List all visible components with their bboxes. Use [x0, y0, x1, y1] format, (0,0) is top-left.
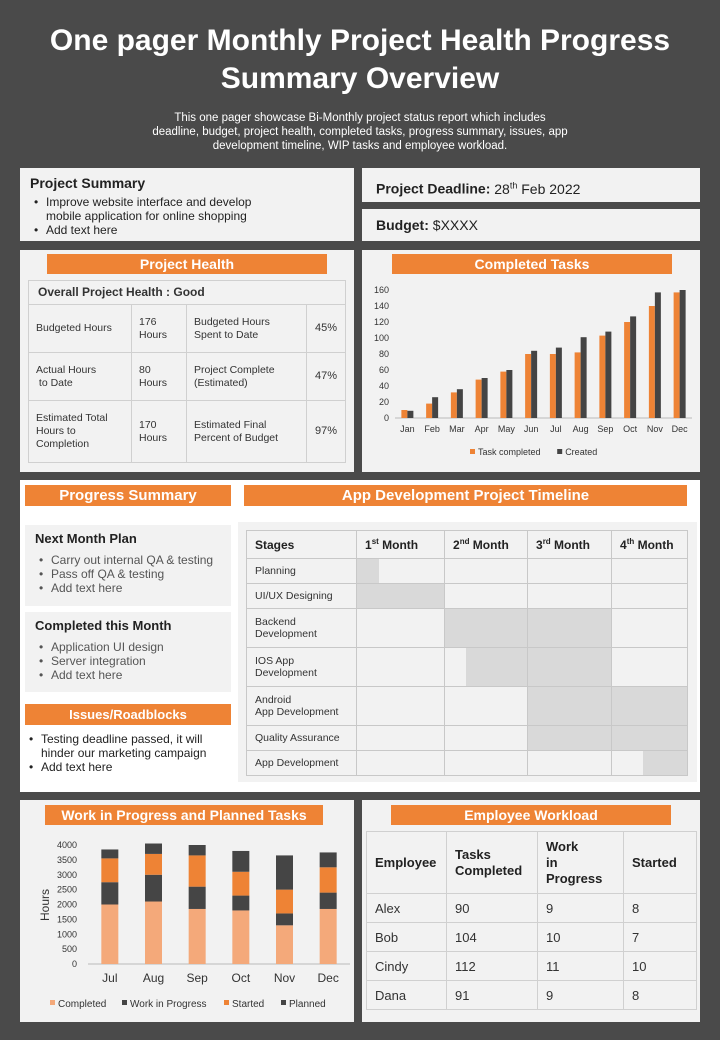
- legend-swatch: [557, 449, 562, 454]
- bar: [624, 322, 630, 418]
- bar: [531, 351, 537, 418]
- bar: [482, 378, 488, 418]
- bar-segment: [232, 872, 249, 896]
- bar-segment: [145, 875, 162, 902]
- table-row: Backend Development: [247, 609, 688, 648]
- bar: [599, 336, 605, 418]
- table-row: Android App Development: [247, 687, 688, 726]
- y-tick-label: 2500: [56, 884, 77, 895]
- completed-tasks-title: Completed Tasks: [392, 254, 672, 274]
- list-item: • Add text here: [35, 581, 221, 595]
- list-item: • Pass off QA & testing: [35, 567, 221, 581]
- x-tick-label: Oct: [623, 424, 638, 434]
- y-tick-label: 120: [373, 317, 389, 327]
- project-health-panel: [20, 250, 354, 472]
- bar-segment: [189, 855, 206, 886]
- table-row: Actual Hours to Date 80 Hours Project Complete (Estimated) 47%: [29, 353, 346, 401]
- bar-segment: [276, 890, 293, 914]
- y-tick-label: 140: [373, 301, 389, 311]
- workload-panel: [362, 800, 700, 1022]
- list-item: • Add text here: [30, 223, 344, 237]
- legend-label: Task completed: [478, 447, 541, 457]
- legend-swatch: [50, 1000, 55, 1005]
- deadline-value: 28th Feb 2022: [494, 180, 581, 197]
- month-header: 4th Month: [612, 531, 688, 559]
- list-item: • Carry out internal QA & testing: [35, 553, 221, 567]
- bar-segment: [145, 844, 162, 854]
- x-tick-label: Aug: [572, 424, 589, 434]
- completed-tasks-chart: [362, 278, 700, 468]
- list-item: • Improve website interface and develop mobile application for online shopping: [30, 195, 344, 223]
- issues-list: [25, 732, 231, 774]
- x-tick-label: Jul: [102, 971, 118, 985]
- bar-segment: [189, 909, 206, 964]
- bar: [432, 397, 438, 418]
- gantt-bar: [612, 726, 688, 751]
- y-tick-label: 160: [373, 285, 389, 295]
- bar: [630, 316, 636, 418]
- x-tick-label: May: [497, 424, 515, 434]
- budget-label: Budget:: [376, 217, 429, 233]
- gantt-bar: [643, 751, 687, 775]
- bar-segment: [145, 902, 162, 964]
- gantt-bar: [528, 726, 612, 751]
- y-tick-label: 40: [378, 381, 389, 391]
- legend-label: Planned: [289, 999, 326, 1010]
- legend-swatch: [224, 1000, 229, 1005]
- bar: [674, 292, 680, 418]
- bar: [451, 392, 457, 418]
- legend-label: Started: [232, 999, 265, 1010]
- progress-summary-title: Progress Summary: [25, 485, 231, 506]
- y-tick-label: 0: [71, 959, 77, 969]
- completed-tasks-panel: [362, 250, 700, 472]
- stages-header: Stages: [247, 531, 357, 559]
- y-tick-label: 1000: [56, 929, 77, 940]
- table-row: Cindy 112 11 10: [367, 952, 697, 981]
- legend-label: Created: [565, 447, 598, 457]
- list-item: • Application UI design: [35, 640, 221, 654]
- timeline-title: App Development Project Timeline: [244, 485, 687, 506]
- bar-segment: [101, 905, 118, 965]
- y-tick-label: 4000: [56, 840, 77, 850]
- wip-chart: [20, 830, 354, 1018]
- legend-label: Work in Progress: [130, 999, 207, 1010]
- x-tick-label: Sep: [186, 971, 208, 985]
- legend-swatch: [122, 1000, 127, 1005]
- list-item: • Testing deadline passed, it will hinder our marketing campaign: [25, 732, 231, 760]
- x-tick-label: Mar: [449, 424, 465, 434]
- y-tick-label: 20: [378, 397, 389, 407]
- completed-this-month: [25, 612, 231, 692]
- table-row: IOS App Development: [247, 648, 688, 687]
- bar-segment: [276, 925, 293, 964]
- table-row: UI/UX Designing: [247, 584, 688, 609]
- y-tick-label: 80: [378, 349, 389, 359]
- x-tick-label: Nov: [646, 424, 663, 434]
- y-tick-label: 500: [61, 944, 77, 955]
- table-row: Bob 104 10 7: [367, 923, 697, 952]
- bar-segment: [276, 855, 293, 889]
- bar-segment: [101, 849, 118, 858]
- table-row: Planning: [247, 559, 688, 584]
- y-tick-label: 3500: [56, 854, 77, 865]
- list-item: • Add text here: [25, 760, 231, 774]
- workload-table: Employee Tasks Completed Work in Progress Started Alex 90 9 8 Bob 104 10 7 Cindy 112 11 10 Dana 91 9 8: [366, 831, 697, 1010]
- y-tick-label: 2000: [56, 899, 77, 910]
- bar-segment: [189, 887, 206, 909]
- workload-title: Employee Workload: [391, 805, 671, 825]
- y-tick-label: 100: [373, 333, 389, 343]
- table-row: Quality Assurance: [247, 726, 688, 751]
- bar-segment: [101, 858, 118, 882]
- bar: [575, 352, 581, 418]
- table-row: App Development: [247, 751, 688, 776]
- gantt-bar: [612, 687, 688, 726]
- bar: [655, 292, 661, 418]
- table-row: Dana 91 9 8: [367, 981, 697, 1010]
- wip-panel: [20, 800, 354, 1022]
- overall-health: Overall Project Health : Good: [29, 281, 346, 305]
- x-tick-label: Apr: [474, 424, 489, 434]
- project-health-table: [28, 280, 346, 463]
- bar: [605, 332, 611, 418]
- page-subtitle: This one pager showcase Bi-Monthly project status report which includes deadline, budget, project health, completed tasks, progress summary, issues, app development timeline, WIP tasks and employee workload.: [152, 112, 568, 152]
- bar: [426, 404, 432, 418]
- gantt-bar: [357, 584, 445, 609]
- x-tick-label: Oct: [231, 971, 251, 985]
- bar: [680, 290, 686, 418]
- y-tick-label: 60: [378, 365, 389, 375]
- bar-segment: [232, 910, 249, 964]
- x-tick-label: Jan: [400, 424, 415, 434]
- bar-segment: [320, 909, 337, 964]
- bar-segment: [101, 882, 118, 904]
- bar-segment: [145, 854, 162, 875]
- x-tick-label: Jun: [523, 424, 539, 434]
- y-tick-label: 1500: [56, 914, 77, 925]
- table-row: Budgeted Hours 176 Hours Budgeted Hours Spent to Date 45%: [29, 305, 346, 353]
- table-row: Estimated Total Hours to Completion 170 Hours Estimated Final Percent of Budget 97%: [29, 401, 346, 463]
- bar: [407, 411, 413, 418]
- bar: [525, 354, 531, 418]
- timeline-table: [246, 530, 688, 776]
- x-tick-label: Dec: [671, 424, 688, 434]
- legend-swatch: [470, 449, 475, 454]
- legend-label: Completed: [58, 999, 107, 1010]
- bar-segment: [276, 913, 293, 925]
- gantt-bar: [528, 648, 612, 687]
- next-month-heading: Next Month Plan: [35, 531, 137, 546]
- month-header: 2nd Month: [445, 531, 528, 559]
- month-header: 1st Month: [357, 531, 445, 559]
- gantt-bar: [445, 609, 528, 648]
- budget-value: $XXXX: [432, 217, 478, 233]
- bar: [401, 410, 407, 418]
- bar: [476, 380, 482, 418]
- project-summary-panel: [20, 168, 354, 241]
- x-tick-label: Jul: [550, 424, 562, 434]
- bar: [581, 337, 587, 418]
- bar-segment: [320, 867, 337, 892]
- bar-segment: [189, 845, 206, 855]
- gantt-bar: [357, 559, 379, 583]
- legend-swatch: [281, 1000, 286, 1005]
- issues-title: Issues/Roadblocks: [25, 704, 231, 725]
- bar-segment: [232, 896, 249, 911]
- deadline-label: Project Deadline:: [376, 180, 491, 197]
- bar-segment: [320, 893, 337, 909]
- wip-title: Work in Progress and Planned Tasks: [45, 805, 323, 825]
- bar: [506, 370, 512, 418]
- x-tick-label: Feb: [424, 424, 440, 434]
- y-tick-label: 3000: [56, 869, 77, 880]
- gantt-bar: [528, 609, 612, 648]
- bar: [500, 372, 506, 418]
- next-month-plan: [25, 525, 231, 606]
- project-health-title: Project Health: [47, 254, 327, 274]
- month-header: 3rd Month: [528, 531, 612, 559]
- gantt-bar: [528, 687, 612, 726]
- gantt-bar: [466, 648, 527, 686]
- deadline-panel: [362, 168, 700, 202]
- table-row: Alex 90 9 8: [367, 894, 697, 923]
- bar-segment: [232, 851, 249, 872]
- x-tick-label: Aug: [142, 971, 165, 985]
- bar: [649, 306, 655, 418]
- list-item: • Server integration: [35, 654, 221, 668]
- x-tick-label: Dec: [317, 971, 339, 985]
- x-tick-label: Nov: [273, 971, 296, 985]
- x-tick-label: Sep: [597, 424, 614, 434]
- y-tick-label: 0: [383, 413, 389, 423]
- bar: [556, 348, 562, 418]
- completed-month-heading: Completed this Month: [35, 618, 172, 633]
- y-axis-label: Hours: [38, 888, 52, 922]
- list-item: • Add text here: [35, 668, 221, 682]
- budget-panel: [362, 209, 700, 241]
- project-summary-heading: Project Summary: [30, 175, 146, 191]
- bar: [457, 389, 463, 418]
- bar: [550, 354, 556, 418]
- bar-segment: [320, 852, 337, 867]
- page-title: One pager Monthly Project Health Progress Summary Overview: [49, 24, 671, 95]
